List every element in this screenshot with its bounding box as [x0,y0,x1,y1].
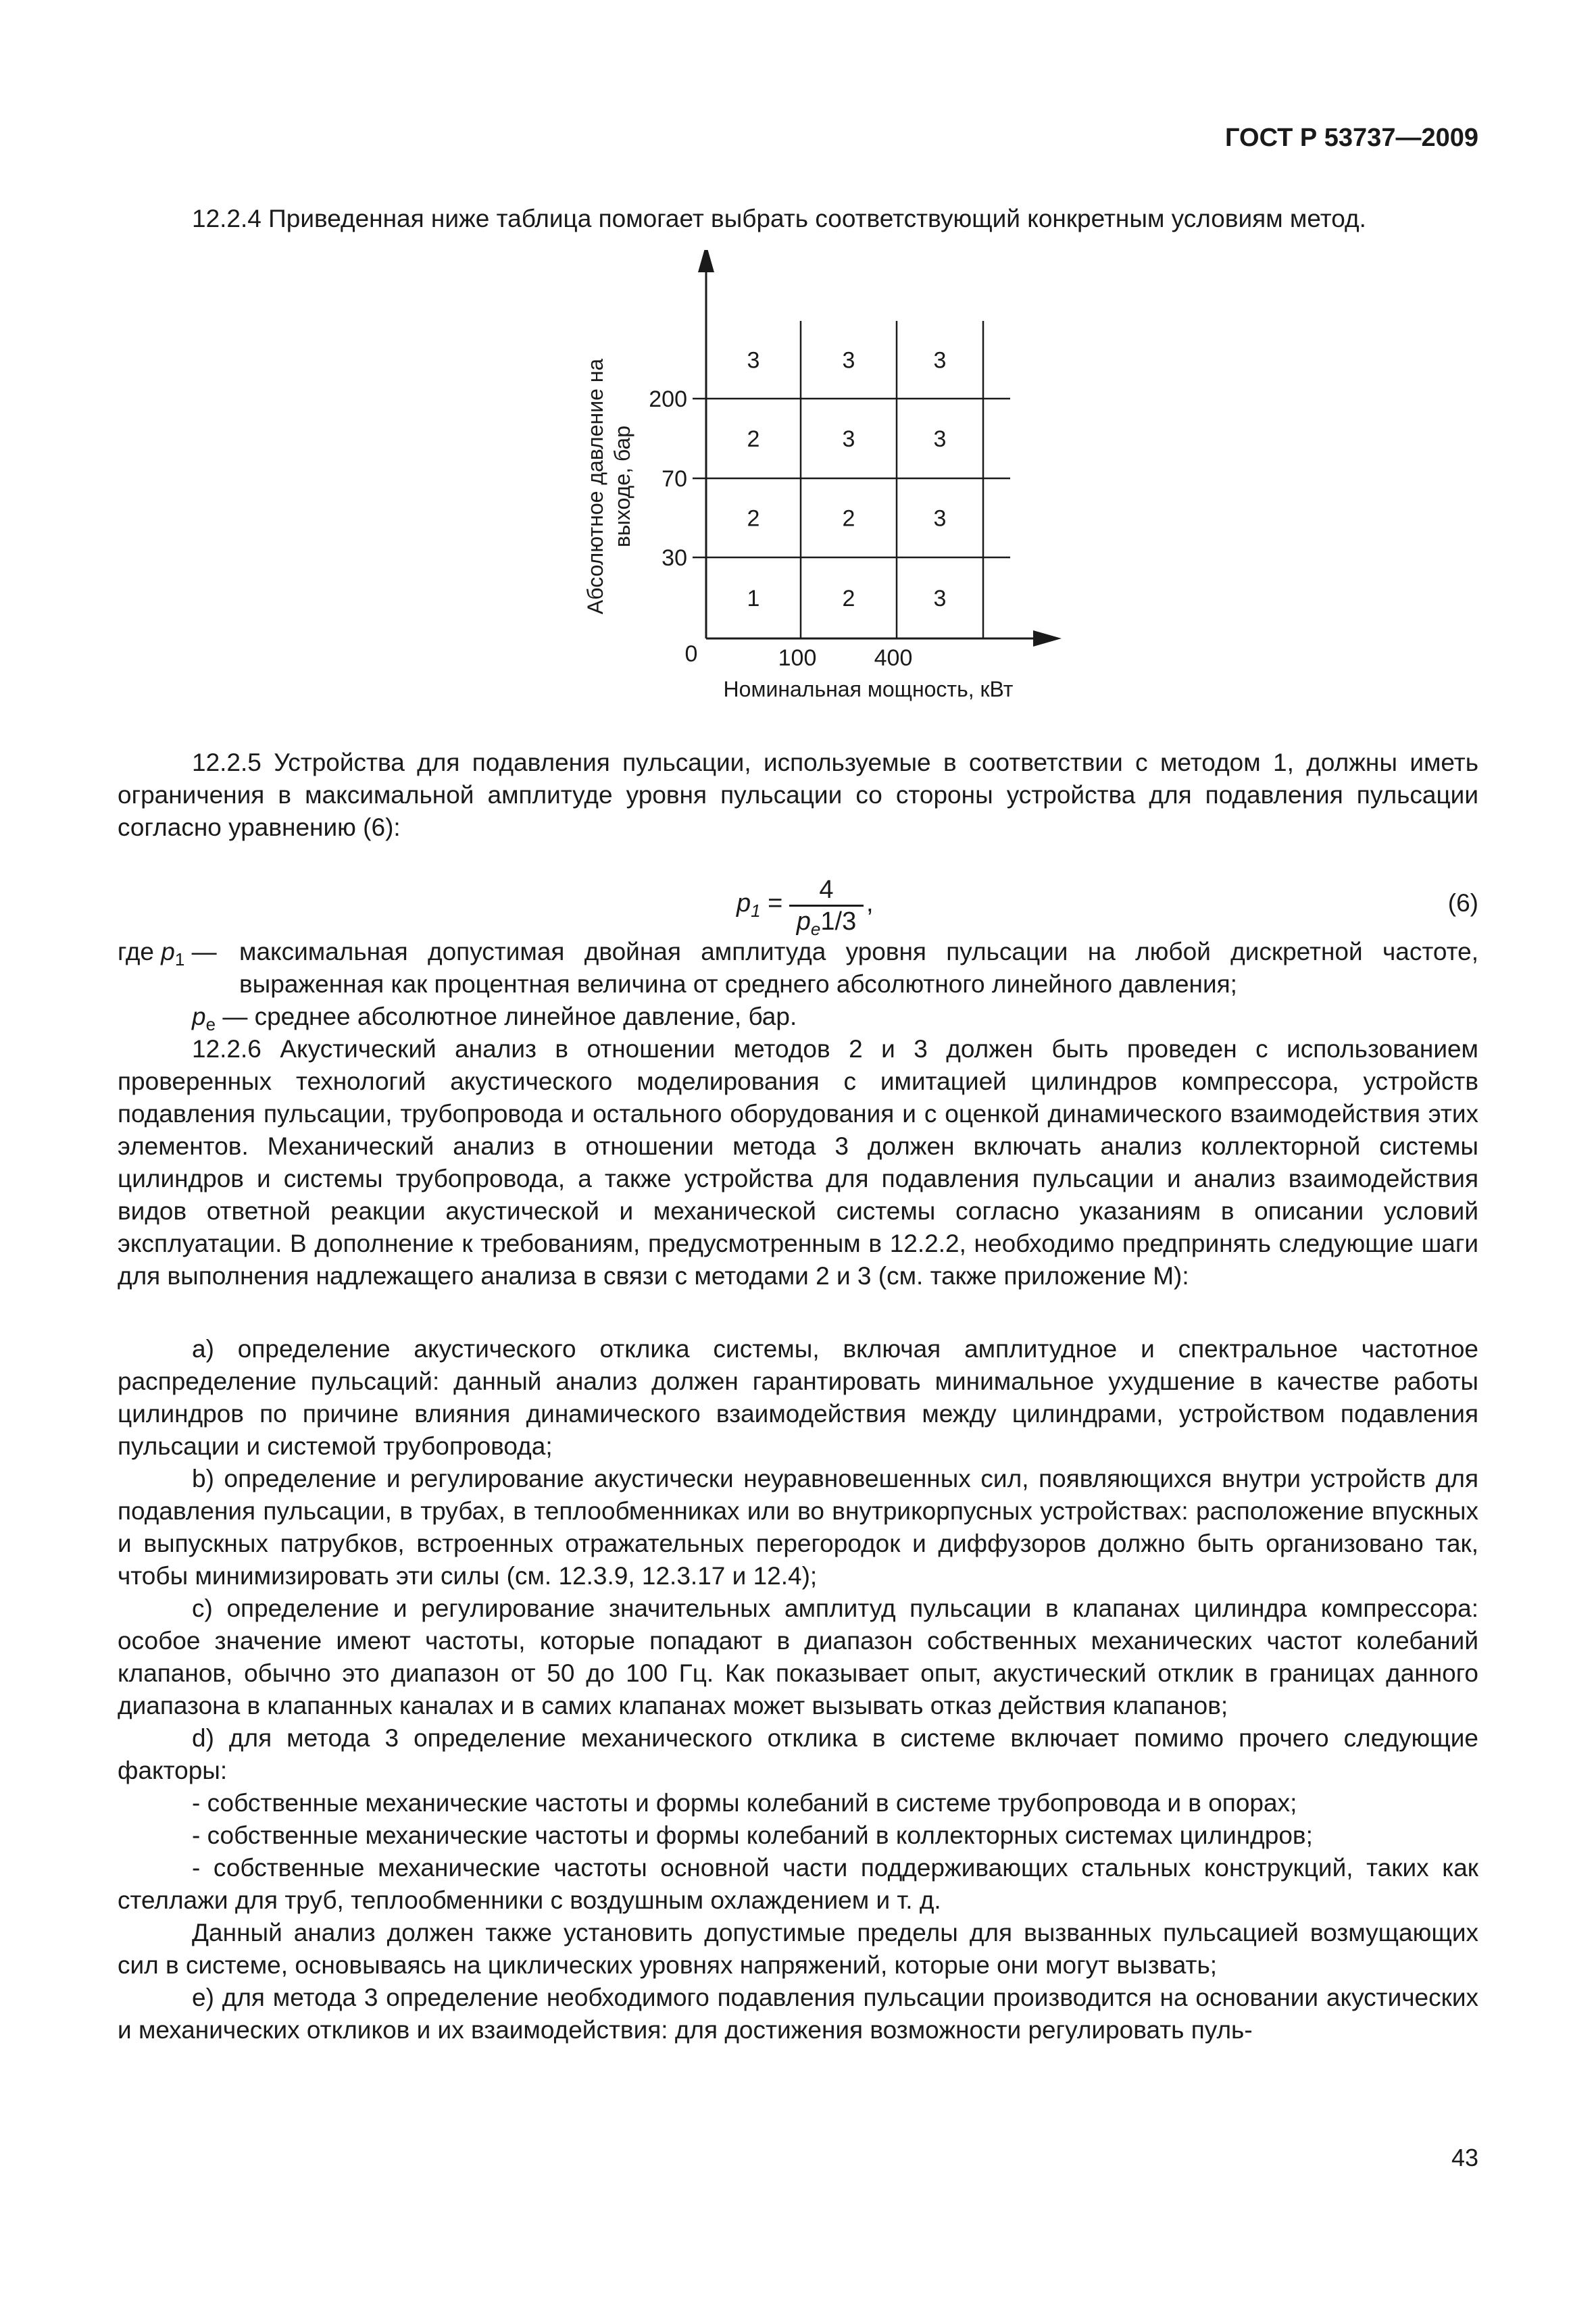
cell-value: 3 [933,347,947,374]
equation-fraction [789,875,864,939]
dash-item-1: - собственные механические частоты и формы колебаний в системе трубопровода и в опорах; [192,1789,1297,1817]
paragraph-analysis: Данный анализ должен также установить допустимые пределы для вызванных пульсацией возмущающих сил в системе, основываясь на циклических уровнях напряжений, которые они могут вызвать; [118,1919,1478,1979]
chart-cells [747,348,947,612]
y-tick-label: 200 [649,386,687,412]
cell-value: 3 [842,347,855,374]
dash-item-2: - собственные механические частоты и формы колебаний в коллекторных системах цилиндров; [192,1821,1313,1849]
y-tick-label: 70 [662,466,687,492]
document-code: ГОСТ Р 53737—2009 [1225,124,1478,152]
chart-labels [583,359,1014,701]
equation-denominator: $p_e1/3$ [796,907,857,939]
where-label: где $p_1$ — [118,938,217,970]
where-p1-text: максимальная допустимая двойная амплитуда уровня пульсации на любой дискретной частоте, выраженная как процентная величина от среднего абсолютного линейного давления; [239,938,1478,998]
equation-number: (6) [1447,889,1478,917]
cell-value: 3 [842,426,855,452]
y-axis-label [583,359,634,615]
cell-value: 1 [747,586,760,611]
list-item-a: а) определение акустического отклика системы, включая амплитудное и спектральное частотное распределение пульсаций: данный анализ должен гарантировать минимальное ухудшение в качестве работы цилиндров по причине влияния динамического взаимодействия между цилиндрами, устройством подавления пульсации и системой трубопровода; [118,1335,1478,1460]
cell-value: 2 [747,426,760,452]
list-item-b: b) определение и регулирование акустически неуравновешенных сил, появляющихся внутри устройств для подавления пульсации, в трубах, в теплообменниках или во внутрикорпусных устройствах: расположение впускных и выпускных патрубков, встроенных отражательных перегородок и диффузоров должно быть организовано так, чтобы минимизировать эти силы (см. 12.3.9, 12.3.17 и 12.4); [118,1465,1478,1590]
x-tick-label: 100 [778,645,817,671]
dash-item-3: - собственные механические частоты основной части поддерживающих стальных конструкций, таких как стеллажи для труб, теплообменники с воздушным охлаждением и т. д. [118,1854,1478,1914]
list-item-d: d) для метода 3 определение механического отклика в системе включает помимо прочего следующие факторы: [118,1724,1478,1784]
method-selection-chart [561,250,1074,709]
list-item-e: е) для метода 3 определение необходимого подавления пульсации производится на основании акустических и механических откликов и их взаимодействия: для достижения возможности регулировать пуль- [118,1984,1478,2044]
paragraph-12-2-5: 12.2.5 Устройства для подавления пульсации, используемые в соответствии с методом 1, должны иметь ограничения в максимальной амплитуде уровня пульсации со стороны устройства для подавления пульсации согласно уравнению (6): [118,749,1478,841]
equation-lhs: $p_1$ = [737,889,783,921]
equation-6 [737,875,912,939]
list-item-c: с) определение и регулирование значительных амплитуд пульсации в клапанах цилиндра компрессора: особое значение имеют частоты, которые попадают в диапазон собственных механических частот колебаний клапанов, обычно это диапазон от 50 до 100 Гц. Как показывает опыт, акустический отклик в границах данного диапазона в клапанных каналах и в самих клапанах может вызывать отказ действия клапанов; [118,1594,1478,1719]
cell-value: 3 [933,426,947,452]
cell-value: 3 [747,347,760,374]
origin-label: 0 [684,641,698,667]
cell-value: 2 [842,505,855,532]
chart-svg [561,250,1074,709]
y-axis-label-line-2: выходе, бар [610,425,634,548]
cell-value: 3 [933,505,947,532]
y-axis-label-line-1: Абсолютное давление на [583,358,607,615]
x-tick-label: 400 [874,645,913,671]
cell-value: 2 [842,586,855,611]
equation-comma: , [866,889,874,917]
where-definition-p1 [118,936,1478,1001]
x-axis-label: Номинальная мощность, кВт [723,677,1014,701]
paragraph-12-2-6: 12.2.6 Акустический анализ в отношении методов 2 и 3 должен быть проведен с использованием проверенных технологий акустического моделирования с имитацией цилиндров компрессора, устройств подавления пульсации, трубопровода и остального оборудования и с оценкой динамического взаимодействия этих элементов. Механический анализ в отношении метода 3 должен включать анализ коллекторной системы цилиндров и системы трубопровода, а также устройства для подавления пульсации и анализ взаимодействия видов ответной реакции акустической и механической системы согласно указаниям в описании условий эксплуатации. В дополнение к требованиям, предусмотренным в 12.2.2, необходимо предпринять следующие шаги для выполнения надлежащего анализа в связи с методами 2 и 3 (см. также приложение М): [118,1035,1478,1290]
where-definition-pe: $p_e$ — среднее абсолютное линейное давление, бар. [192,1003,797,1034]
equation-numerator: 4 [819,876,834,904]
paragraph-12-2-4: 12.2.4 Приведенная ниже таблица помогает выбрать соответствующий конкретным условиям метод. [192,205,1366,232]
page-number: 43 [1451,2144,1478,2171]
cell-value: 2 [747,505,760,532]
cell-value: 3 [933,586,947,611]
y-tick-label: 30 [662,545,687,571]
